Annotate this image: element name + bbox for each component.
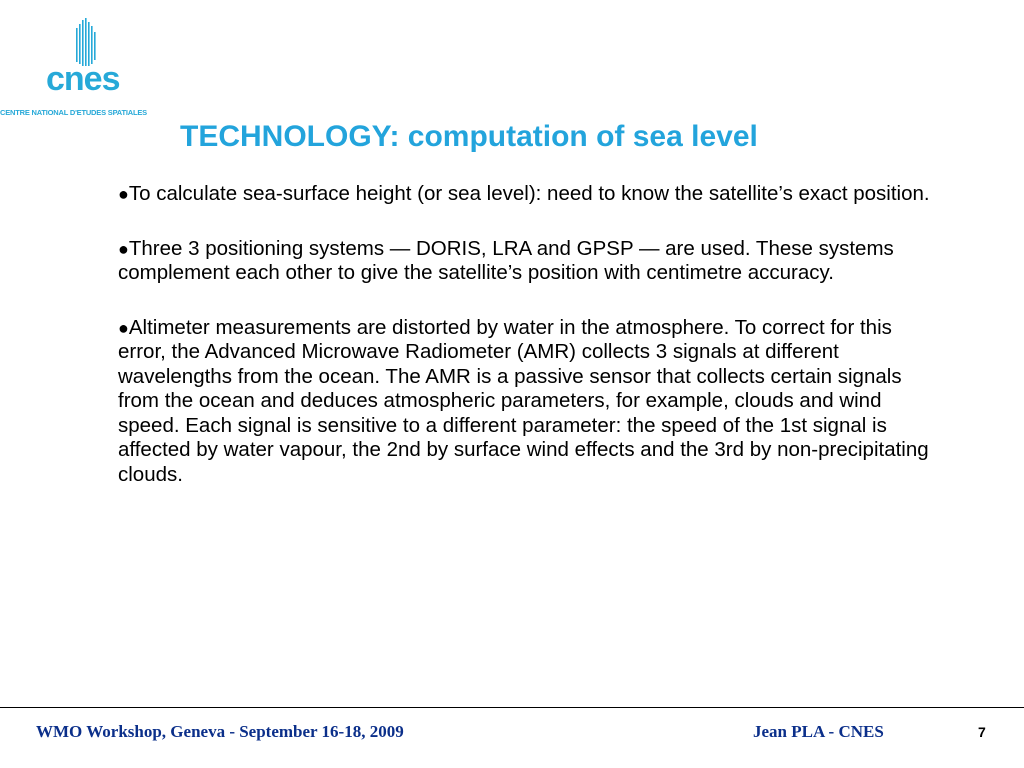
logo-caption: CENTRE NATIONAL D'ETUDES SPATIALES bbox=[0, 108, 147, 117]
bullet-dot-icon: ● bbox=[118, 317, 129, 338]
cnes-logo-icon bbox=[40, 14, 130, 94]
bullet-text: To calculate sea-surface height (or sea level): need to know the satellite’s exact position. bbox=[128, 182, 930, 205]
bullet-dot-icon: ● bbox=[118, 238, 129, 259]
page-number: 7 bbox=[978, 724, 986, 740]
footer-divider bbox=[0, 707, 1024, 708]
bullet-text: Three 3 positioning systems — DORIS, LRA and GPSP — are used. These systems complement each other to give the satellite’s position with centimetre accuracy. bbox=[118, 236, 894, 284]
bullet-item bbox=[118, 182, 938, 207]
cnes-logo bbox=[0, 14, 165, 124]
bullet-list bbox=[118, 182, 938, 517]
slide-title: TECHNOLOGY: computation of sea level bbox=[180, 120, 758, 153]
footer-author: Jean PLA - CNES bbox=[753, 722, 884, 741]
logo-wordmark: cnes bbox=[46, 60, 120, 94]
bullet-dot-icon: ● bbox=[118, 184, 129, 204]
bullet-text: Altimeter measurements are distorted by water in the atmosphere. To correct for this error, the Advanced Microwave Radiometer (AMR) collects 3 signals at different wavelengths from the ocean. The AMR is a passive sensor that collects certain signals from the ocean and deduces atmospheric parameters, for example, clouds and wind speed. Each signal is sensitive to a different parameter: the speed of the 1st signal is affected by water vapour, the 2nd by surface wind effects and the 3rd by non-precipitating clouds. bbox=[118, 315, 929, 486]
bullet-item bbox=[118, 237, 938, 286]
footer-event: WMO Workshop, Geneva - September 16-18, 2009 bbox=[36, 722, 404, 741]
bullet-item bbox=[118, 316, 938, 488]
